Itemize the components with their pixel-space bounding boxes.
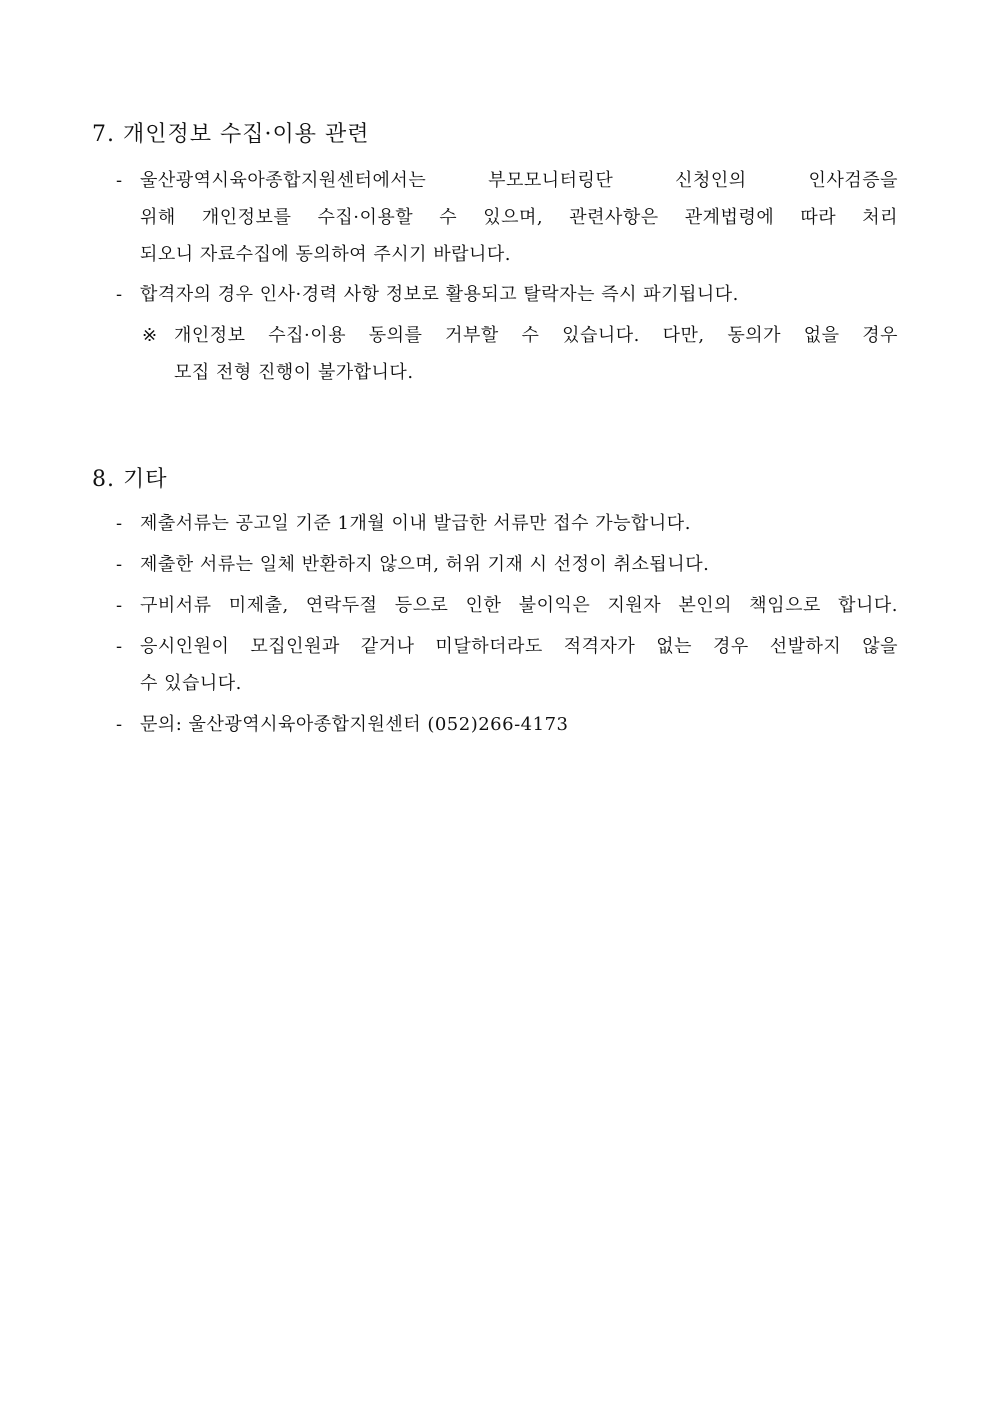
section-7-item-2-text: 합격자의 경우 인사·경력 사항 정보로 활용되고 탈락자는 즉시 파기됩니다. xyxy=(140,284,739,305)
section-7-item-1-line-2: 위해 개인정보를 수집·이용할 수 있으며, 관련사항은 관계법령에 따라 처리 xyxy=(140,207,898,228)
section-8-item-3 xyxy=(116,587,898,624)
section-7-note-line-1: 개인정보 수집·이용 동의를 거부할 수 있습니다. 다만, 동의가 없을 경우 xyxy=(174,325,898,346)
section-7-note-line-2: 모집 전형 진행이 불가합니다. xyxy=(174,362,414,383)
section-8-item-1 xyxy=(116,505,898,542)
bullet-dash: - xyxy=(116,284,123,305)
section-7-item-1 xyxy=(116,162,898,273)
section-8-item-3-text: 구비서류 미제출, 연락두절 등으로 인한 불이익은 지원자 본인의 책임으로 합니다. xyxy=(140,595,898,616)
section-8-item-1-text: 제출서류는 공고일 기준 1개월 이내 발급한 서류만 접수 가능합니다. xyxy=(140,513,691,534)
section-8-item-5 xyxy=(116,706,898,743)
bullet-dash: - xyxy=(116,170,123,191)
section-7-title: 7. 개인정보 수집·이용 관련 xyxy=(92,122,370,147)
bullet-dash: - xyxy=(116,595,123,616)
bullet-dash: - xyxy=(116,636,123,657)
section-7-item-2 xyxy=(116,276,898,313)
bullet-dash: - xyxy=(116,714,123,735)
bullet-dash: - xyxy=(116,554,123,575)
section-7-note xyxy=(142,317,898,391)
section-8-item-5-text: 문의: 울산광역시육아종합지원센터 (052)266-4173 xyxy=(140,714,569,735)
section-8-item-4-line-1: 응시인원이 모집인원과 같거나 미달하더라도 적격자가 없는 경우 선발하지 않을 xyxy=(140,636,898,657)
section-8-title: 8. 기타 xyxy=(92,467,168,492)
bullet-dash: - xyxy=(116,513,123,534)
section-7-item-1-line-1: 울산광역시육아종합지원센터에서는 부모모니터링단 신청인의 인사검증을 xyxy=(140,170,898,191)
section-8-item-2 xyxy=(116,546,898,583)
section-8-item-4-line-2: 수 있습니다. xyxy=(140,673,242,694)
section-8-item-2-text: 제출한 서류는 일체 반환하지 않으며, 허위 기재 시 선정이 취소됩니다. xyxy=(140,554,710,575)
section-7-item-1-line-3: 되오니 자료수집에 동의하여 주시기 바랍니다. xyxy=(140,244,511,265)
section-8-item-4 xyxy=(116,628,898,702)
reference-mark: ※ xyxy=(142,325,158,346)
